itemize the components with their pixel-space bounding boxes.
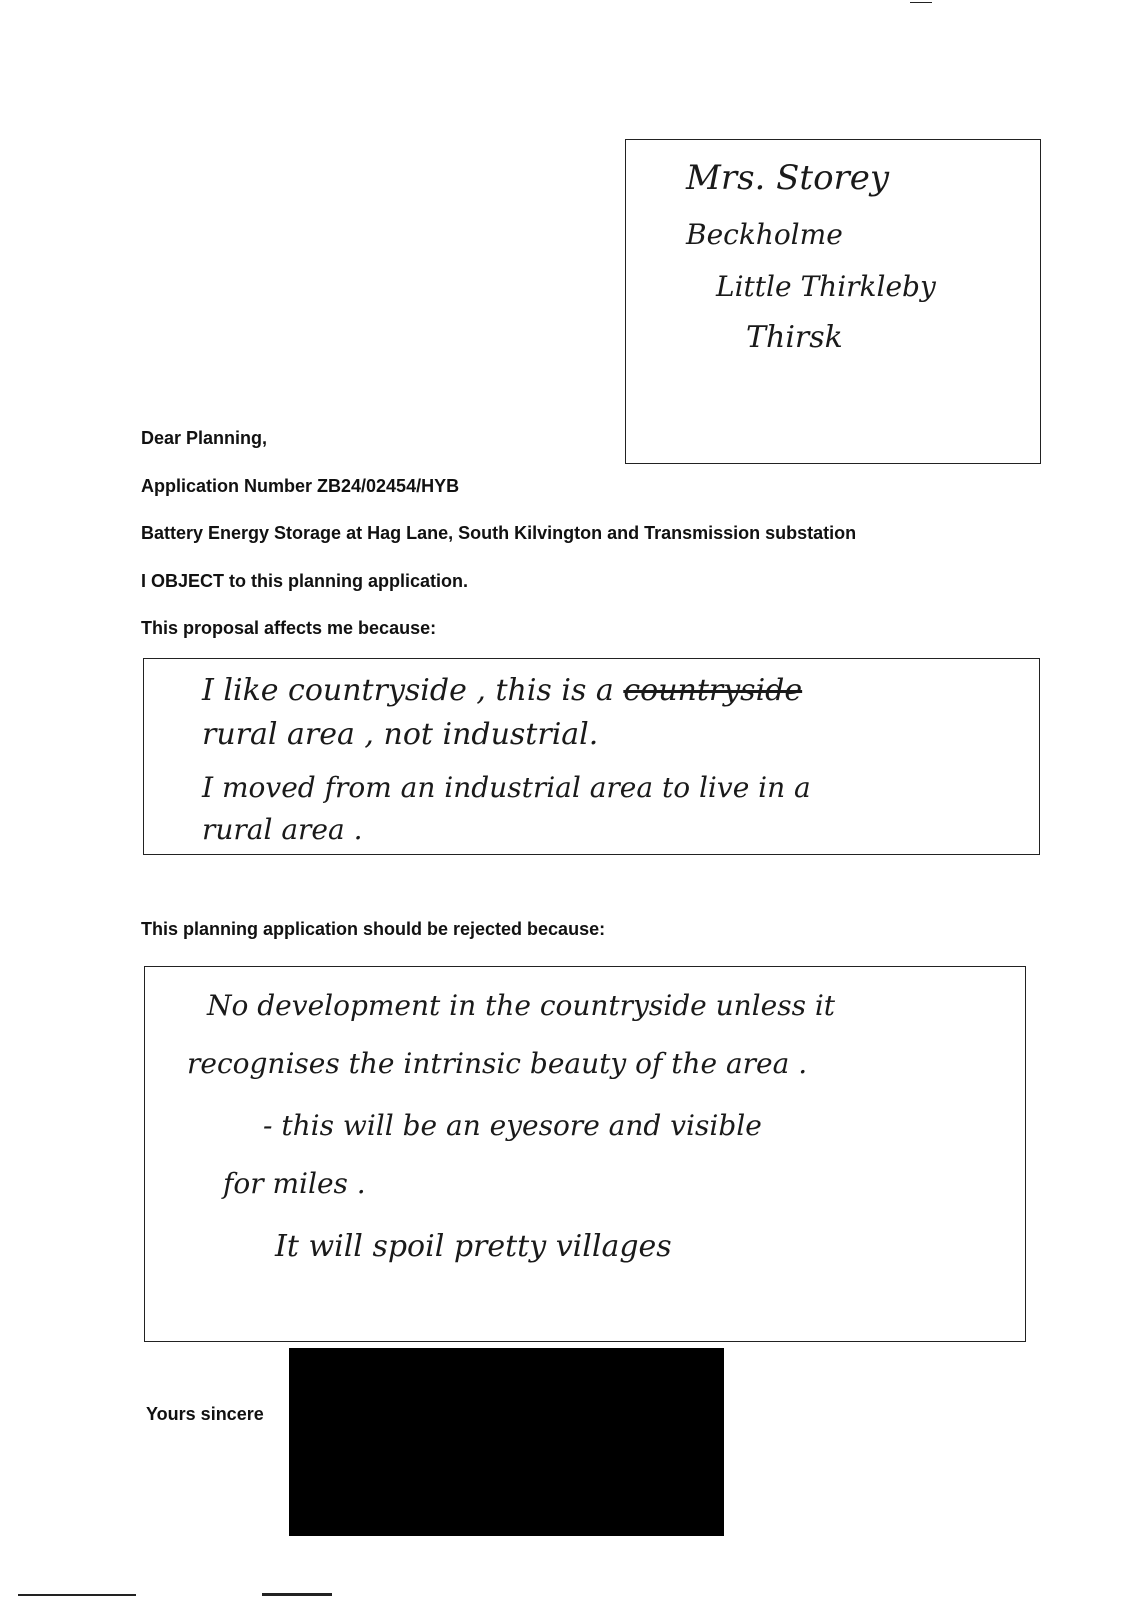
address-line-village: Little Thirkleby xyxy=(716,270,936,303)
address-line-name: Mrs. Storey xyxy=(686,158,890,198)
scan-edge-mark-bottom-right xyxy=(262,1593,332,1596)
closing-text: Yours sincere xyxy=(146,1404,264,1424)
affects-line-4: rural area . xyxy=(202,813,363,846)
objection-statement: I OBJECT to this planning application. xyxy=(141,571,469,591)
affects-line-1-text: I like countryside , this is a xyxy=(202,673,614,708)
affects-heading: This proposal affects me because: xyxy=(141,618,437,638)
affects-line-2: rural area , not industrial. xyxy=(202,717,599,752)
address-line-house: Beckholme xyxy=(686,218,843,251)
rejected-line-5: It will spoil pretty villages xyxy=(275,1229,672,1264)
scan-edge-mark-top xyxy=(910,2,932,3)
scan-edge-mark-bottom-left xyxy=(18,1594,136,1596)
affects-box xyxy=(143,658,1040,855)
affects-line-1 xyxy=(202,673,802,708)
subject-line: Battery Energy Storage at Hag Lane, South Kilvington and Transmission substation xyxy=(141,523,857,543)
rejected-heading: This planning application should be rejected because: xyxy=(141,919,606,939)
address-line-town: Thirsk xyxy=(746,320,843,355)
redaction-block xyxy=(289,1348,724,1536)
rejected-line-4: for miles . xyxy=(223,1167,366,1200)
rejected-box xyxy=(144,966,1026,1342)
rejected-line-3: - this will be an eyesore and visible xyxy=(263,1109,762,1142)
application-number: Application Number ZB24/02454/HYB xyxy=(141,476,460,496)
rejected-line-1: No development in the countryside unless it xyxy=(207,989,836,1022)
salutation: Dear Planning, xyxy=(141,428,268,448)
rejected-line-2: recognises the intrinsic beauty of the area . xyxy=(187,1047,808,1080)
affects-line-3: I moved from an industrial area to live in a xyxy=(202,771,811,804)
address-box xyxy=(625,139,1041,464)
affects-crossed-word: countryside xyxy=(623,673,803,708)
